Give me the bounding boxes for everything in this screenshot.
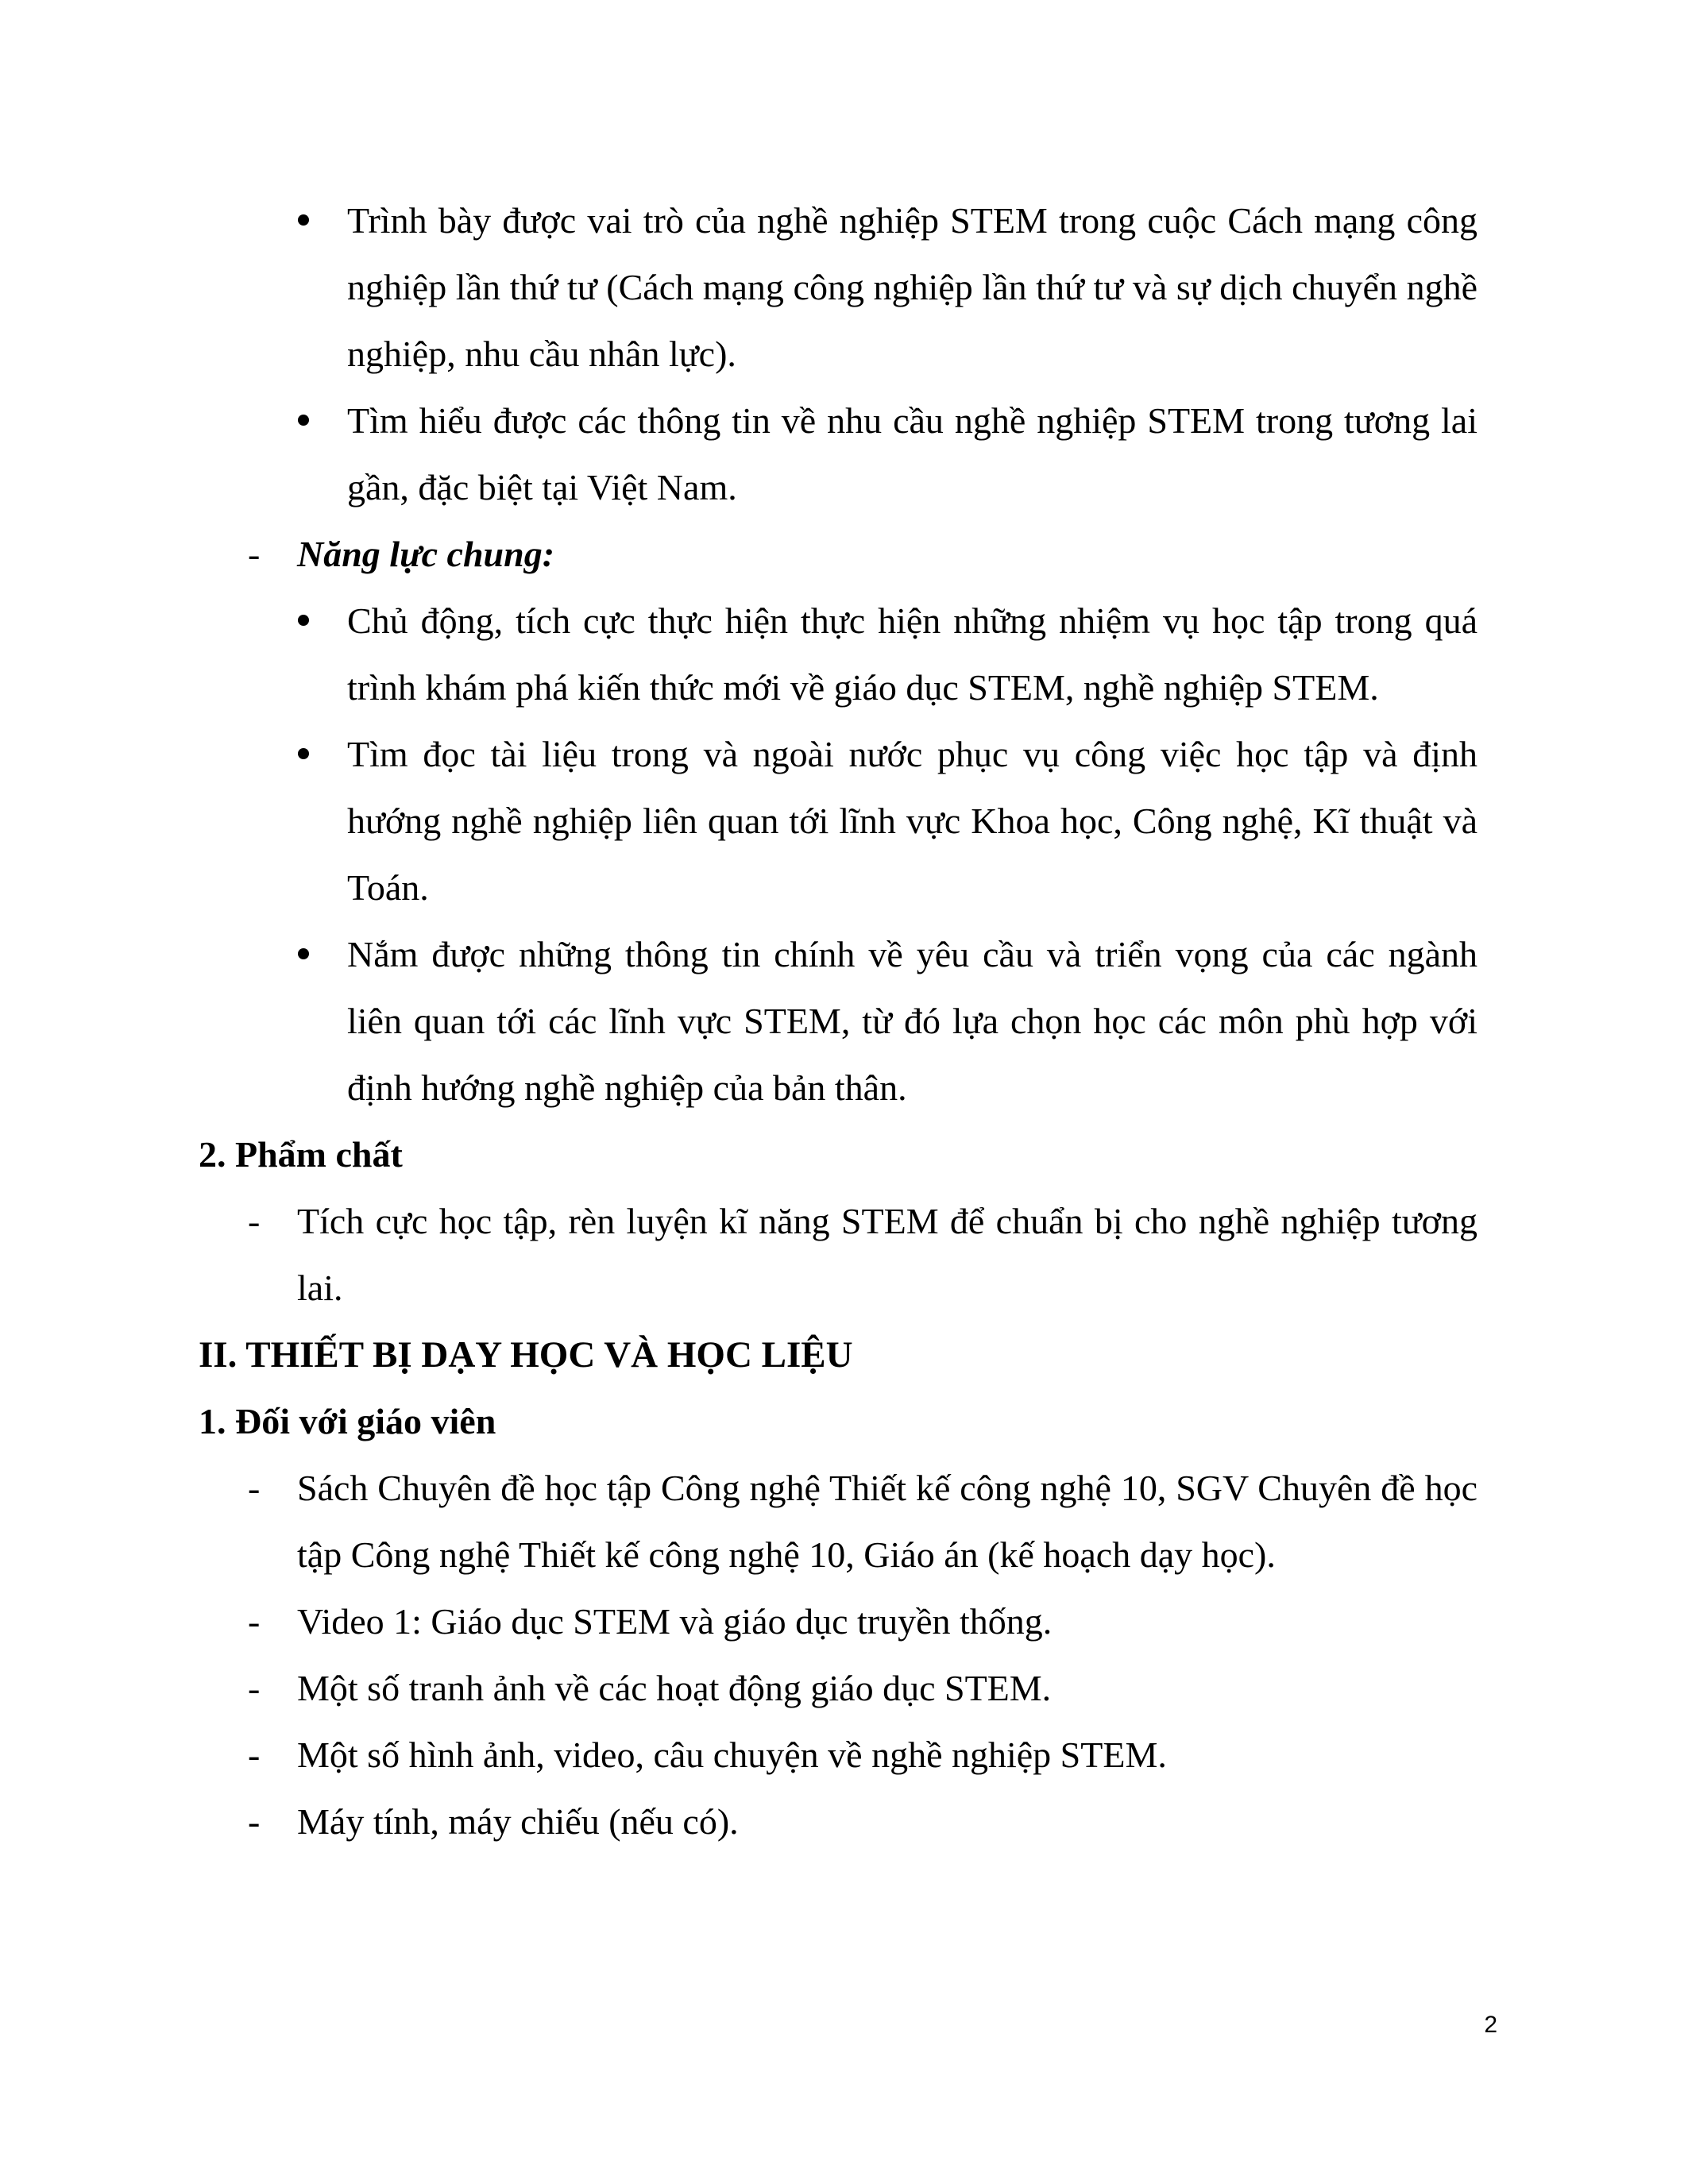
dash-icon: - bbox=[248, 1201, 261, 1241]
bullet-icon bbox=[298, 948, 309, 959]
list-item bbox=[199, 1588, 1477, 1655]
list-item bbox=[199, 1455, 1477, 1588]
bullet-text: Tìm đọc tài liệu trong và ngoài nước phục vụ công việc học tập và định hướng nghề nghiệp liên quan tới lĩnh vực Khoa học, Công nghệ, Kĩ thuật và Toán. bbox=[347, 734, 1477, 908]
dash-text: Máy tính, máy chiếu (nếu có). bbox=[297, 1801, 739, 1842]
list-item bbox=[199, 921, 1477, 1121]
list-item bbox=[199, 388, 1477, 521]
bullet-icon bbox=[298, 748, 309, 759]
section-ii-heading: II. THIẾT BỊ DẠY HỌC VÀ HỌC LIỆU bbox=[199, 1334, 853, 1376]
nang-luc-chung-heading bbox=[199, 521, 1477, 588]
dash-text: Sách Chuyên đề học tập Công nghệ Thiết kế công nghệ 10, SGV Chuyên đề học tập Công nghệ Thiết kế công nghệ 10, Giáo án (kế hoạch dạy học). bbox=[297, 1468, 1477, 1575]
bullet-text: Trình bày được vai trò của nghề nghiệp STEM trong cuộc Cách mạng công nghiệp lần thứ tư (Cách mạng công nghiệp lần thứ tư và sự dịch chuyển nghề nghiệp, nhu cầu nhân lực). bbox=[347, 200, 1477, 374]
nang-luc-chung-label: Năng lực chung: bbox=[297, 534, 555, 574]
dash-icon: - bbox=[248, 1801, 261, 1842]
list-item bbox=[199, 721, 1477, 921]
dash-text: Tích cực học tập, rèn luyện kĩ năng STEM để chuẩn bị cho nghề nghiệp tương lai. bbox=[297, 1201, 1477, 1308]
dash-icon: - bbox=[248, 1668, 261, 1708]
page-number: 2 bbox=[1484, 2012, 1497, 2038]
bullet-icon bbox=[298, 615, 309, 626]
bullet-icon bbox=[298, 214, 309, 226]
list-item bbox=[199, 1188, 1477, 1322]
list-item bbox=[199, 588, 1477, 721]
list-item bbox=[199, 1788, 1477, 1855]
dash-icon: - bbox=[248, 534, 261, 574]
dash-icon: - bbox=[248, 1468, 261, 1508]
giao-vien-heading: 1. Đối với giáo viên bbox=[199, 1401, 496, 1441]
list-item bbox=[199, 1655, 1477, 1722]
bullet-text: Nắm được những thông tin chính về yêu cầu và triển vọng của các ngành liên quan tới các lĩnh vực STEM, từ đó lựa chọn học các môn phù hợp với định hướng nghề nghiệp của bản thân. bbox=[347, 934, 1477, 1108]
dash-icon: - bbox=[248, 1734, 261, 1775]
dash-text: Video 1: Giáo dục STEM và giáo dục truyền thống. bbox=[297, 1601, 1053, 1642]
pham-chat-heading: 2. Phẩm chất bbox=[199, 1134, 403, 1175]
dash-text: Một số hình ảnh, video, câu chuyện về nghề nghiệp STEM. bbox=[297, 1734, 1167, 1775]
list-item bbox=[199, 187, 1477, 388]
list-item bbox=[199, 1722, 1477, 1788]
bullet-text: Chủ động, tích cực thực hiện thực hiện những nhiệm vụ học tập trong quá trình khám phá kiến thức mới về giáo dục STEM, nghề nghiệp STEM. bbox=[347, 600, 1477, 708]
page-content bbox=[199, 187, 1477, 1855]
bullet-icon bbox=[298, 415, 309, 426]
bullet-text: Tìm hiểu được các thông tin về nhu cầu nghề nghiệp STEM trong tương lai gần, đặc biệt tại Việt Nam. bbox=[347, 400, 1477, 507]
dash-icon: - bbox=[248, 1601, 261, 1642]
dash-text: Một số tranh ảnh về các hoạt động giáo dục STEM. bbox=[297, 1668, 1052, 1708]
